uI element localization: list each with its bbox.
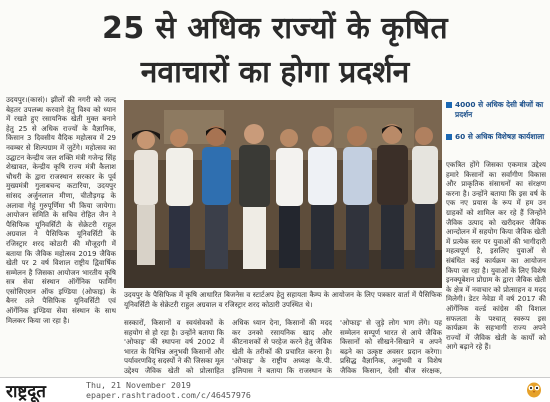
publication-date: Thu, 21 November 2019 (86, 380, 191, 390)
highlight-bullet-text: 4000 से अधिक देसी बीजों का प्रदर्शन (455, 100, 544, 119)
epaper-url[interactable]: epaper.rashtradoot.com/c/46457976 (86, 390, 251, 400)
news-photo (124, 100, 442, 288)
square-bullet-icon (446, 134, 452, 140)
footer-meta (86, 380, 251, 400)
article-bottom-column-1: सस्कारों, किसानों व स्वयंसेवकों के सहयोग से हो रहा है। उन्होंने बताया कि 'ओफाइ' की स्थापना वर्ष 2002 में भारत के विभिन्न अनुभवी किसानों और पर्यावरणविद् सदस्यों ने की जिसका मूल उद्देश्य जैविक खेती को प्रोत्साहित (124, 318, 224, 375)
group-photo-illustration (124, 100, 442, 288)
headline (0, 0, 550, 100)
square-bullet-icon (446, 102, 452, 108)
epaper-footer (0, 377, 550, 401)
highlight-bullet-seeds (446, 100, 546, 120)
article-bottom-column-3: 'ओफाइ' से जुड़े लोग भाग लेंगे। यह सम्मेलन सम्पूर्ण भारत से आये जैविक किसानों को सीखने-सिखाने व अपने बढ़ने का उत्कृष्ट अवसर प्रदान करेगा। प्रसिद्ध वैज्ञानिक, अनुभवी व विशेष जैविक किसान, देसी बीज संरक्षक, (340, 318, 442, 375)
article-bottom-column-2: अधिक ध्यान देना, किसानों की मदद कर उनको रसायनिक खाद और कीटनाशकों से परहेज करने हेतु जैविक खेती के तरीकों की प्रचारित करना है। 'ओफाइ' के राष्ट्रीय अध्यक्ष के.पी. इलियास ने बताया कि राजस्थान के (232, 318, 332, 375)
highlight-bullet-workshops (446, 132, 546, 152)
owl-icon (525, 380, 543, 398)
photo-caption: उदयपुर के पैसिफिक में कृषि आधारित बिजनेस व स्टार्टअप हेतु सहायता कैम्प के आयोजन के लिए पत्रकार वार्ता में पैसिफिक यूनिवर्सिटी के सेक्रेटरी राहुल अग्रवाल व रजिस्ट्रार शरद कोठारी उपस्थित थे। (124, 290, 442, 309)
newspaper-logo: राष्ट्रदूत (6, 382, 47, 402)
people-group (132, 124, 438, 269)
highlight-bullet-text: 60 से अधिक विशेषज्ञ कार्यशाला (455, 132, 545, 141)
article-right-column: एकत्रित होंगे जिसका एकमात्र उद्देश्य हमारे किसानों का सर्वांगीण विकास और प्राकृतिक संसाधनों का संरक्षण करना है। उन्होंने बताया कि इस वर्ष के एक नए प्रयास के रूप में हम उन ग्राहकों को शामिल कर रहे हैं जिन्होंने जैविक उत्पाद को खरीदकर जैविक आन्दोलन में सहयोग किया जैविक खेती में प्रत्येक स्तर पर युवाओं की भागीदारी महत्वपूर्ण है, इसलिए युवाओं से संबंधित कई कार्यक्रम का आयोजन किया जा रहा है। युवाओं के लिए विशेष इनक्यूबेशन प्रोग्राम के द्वारा जैविक खेती के क्षेत्र में नवाचार को प्रोत्साहन व मदद मिलेगी। डेटर नेवेडा में वर्ष 2017 की ऑर्गेनिक वर्ल्ड कांग्रेस की विशाल सफलता के पश्चात् स्वरूप इस कार्यक्रम के सहभागी राज्य अपने राज्यों में जैविक खेती के कार्यों को आगे बढ़ाने रहे हैं। (446, 160, 546, 352)
headline-line-1: 25 से अधिक राज्यों के कृषित (101, 11, 449, 46)
headline-line-2: नवाचारों का होगा प्रदर्शन (140, 55, 410, 90)
article-left-column: उदयपुर।(कासं)। झीलों की नगरी को जल्द बेहतर उपलब्ध करवाने हेतु विश्व को ध्यान में रखते हुए रसायनिक खेती मुक्त बनाने हेतु 25 से अधिक राज्यों के वैज्ञानिक, किसान 3 दिवसीय वैदिक महोत्सव में 29 नवम्बर से शिल्पग्राम में जुटेंगे। महोत्सव का उद्घाटन केन्द्रीय जल शक्ति मंत्री गजेन्द्र सिंह शेखावत, केन्द्रीय कृषि राज्य मंत्री कैलाश चौधरी के द्वारा राजस्थान सरकार के पूर्व मुख्यमंत्री गुलाबचन्द कटारिया, उदयपुर सांसद अर्जुनलाल मीणा, चीतौड़गढ़ के अलावा गेहूं गुरुपूर्णिमा भी किया जायेगा। आयोजन समिति के सचिव रोहित जैन ने पैसिफिक यूनिवर्सिटी के सेक्रेटरी राहुल अग्रवाल ने पैसिफिक यूनिवर्सिटी के रजिस्ट्रार शरद कोठारी की मौजूदगी में बताया कि जैविक महोत्सव 2019 जैविक खेती पर 2 वर्ष विशाल राष्ट्रीय द्विवार्षिक सम्मेलन है जिसका आयोजन भारतीय कृषि सत्र सेवा संस्थान ऑर्गेनिक फार्मिंग एसोसिएशन ऑफ इण्डिया (ओफाइ) के बैनर तले पैसिफिक यूनिवर्सिटी एवं ऑर्गेनिक इण्डिया सेवा संस्थान के साथ मिलकर किया जा रहा है। (6, 95, 116, 325)
